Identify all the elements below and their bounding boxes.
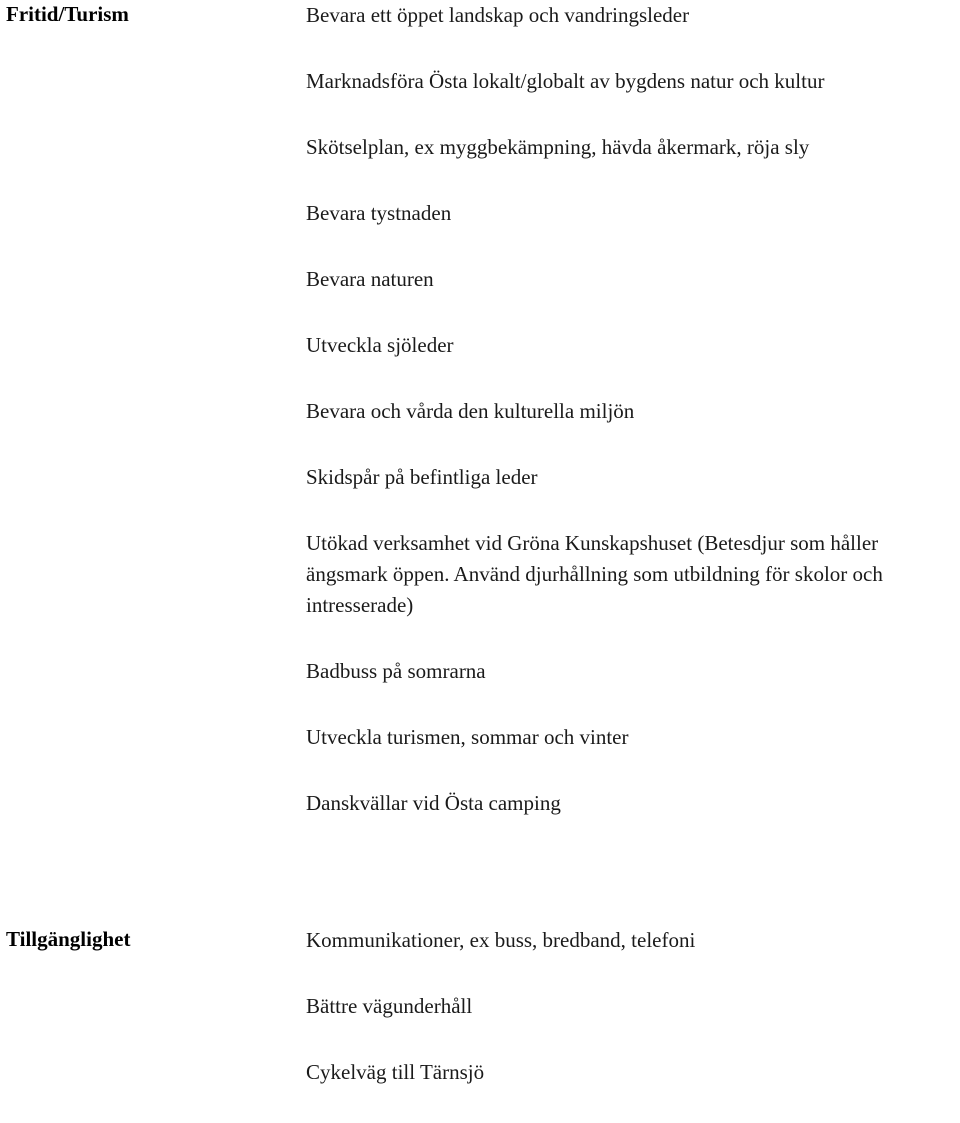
section-title: Fritid/Turism <box>6 2 129 26</box>
list-item: Bättre vägunderhåll <box>306 994 473 1018</box>
list-item: Utveckla turismen, sommar och vinter <box>306 725 629 749</box>
list-item: Skidspår på befintliga leder <box>306 465 538 489</box>
list-item: Skötselplan, ex myggbekämpning, hävda åkermark, röja sly <box>306 135 810 159</box>
list-item: Bevara ett öppet landskap och vandringsleder <box>306 3 690 27</box>
item-list <box>306 925 956 1123</box>
section-title: Tillgänglighet <box>6 927 131 951</box>
list-item: Badbuss på somrarna <box>306 659 486 683</box>
list-item: Marknadsföra Östa lokalt/globalt av bygdens natur och kultur <box>306 69 825 93</box>
list-item: Kommunikationer, ex buss, bredband, telefoni <box>306 928 696 952</box>
list-item: Bevara tystnaden <box>306 201 452 225</box>
list-item: Bevara naturen <box>306 267 434 291</box>
list-item: Utveckla sjöleder <box>306 333 454 357</box>
item-list <box>306 0 956 854</box>
list-item: Utökad verksamhet vid Gröna Kunskapshuset (Betesdjur som håller ängsmark öppen. Använd djurhållning som utbildning för skolor och intresserade) <box>306 531 883 617</box>
list-item: Bevara och vårda den kulturella miljön <box>306 399 635 423</box>
list-item: Cykelväg till Tärnsjö <box>306 1060 485 1084</box>
list-item: Danskvällar vid Östa camping <box>306 791 561 815</box>
